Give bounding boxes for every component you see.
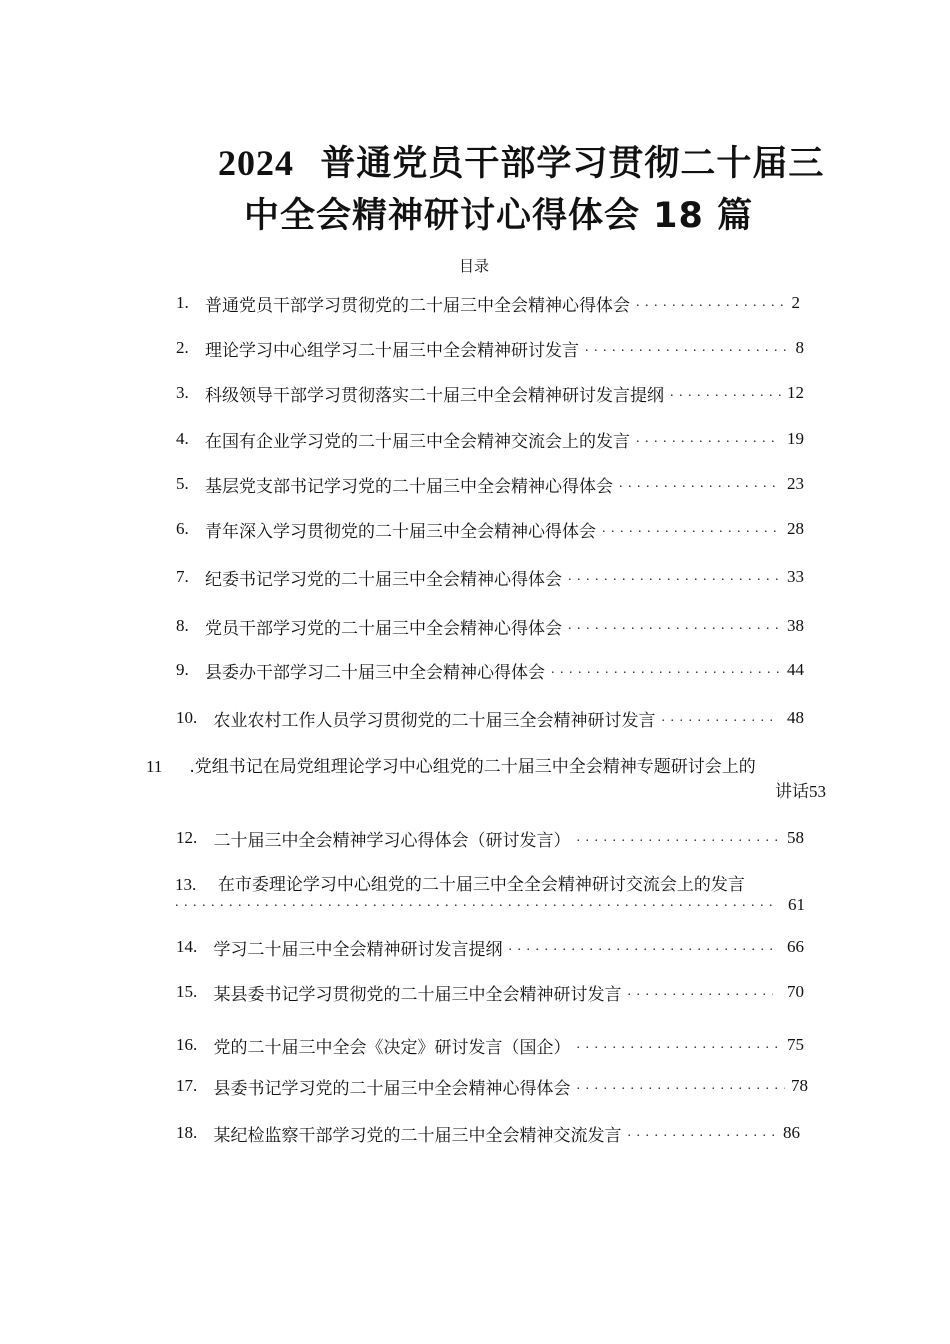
toc-leader-dots xyxy=(508,939,773,955)
toc-entry-page: 23 xyxy=(787,474,804,493)
toc-leader-dots xyxy=(636,295,786,311)
toc-entry-title: 普通党员干部学习贯彻党的二十届三中全会精神心得体会 xyxy=(204,295,630,316)
toc-entry[interactable] xyxy=(176,471,804,497)
toc-entry-number: 15. xyxy=(176,982,198,1001)
toc-leader-dots xyxy=(602,521,781,537)
toc-leader-dots xyxy=(627,1125,777,1141)
title-text: 普通党员干部学习贯彻二十届三 xyxy=(320,144,825,184)
toc-entry[interactable] xyxy=(176,516,804,542)
toc-heading: 目录 xyxy=(459,257,490,275)
toc-entry-title: 科级领导干部学习贯彻落实二十届三中全会精神研讨发言提纲 xyxy=(204,385,664,406)
toc-leader-dots xyxy=(568,618,781,634)
toc-entry-number: 6. xyxy=(176,519,189,538)
toc-leader-dots xyxy=(568,569,781,585)
toc-entry[interactable] xyxy=(175,870,805,915)
toc-entry-page: 78 xyxy=(791,1076,808,1095)
toc-entry-page: 53 xyxy=(809,782,826,801)
toc-entry-page: 75 xyxy=(787,1035,804,1054)
toc-entry[interactable] xyxy=(176,979,804,1005)
toc-entry[interactable] xyxy=(176,380,804,406)
toc-leader-dots xyxy=(670,385,781,401)
toc-leader-dots xyxy=(175,895,774,915)
toc-entry[interactable] xyxy=(176,290,800,316)
toc-entry-number: 13. xyxy=(175,875,197,894)
toc-entry-number: 18. xyxy=(176,1123,198,1142)
toc-entry-title: 纪委书记学习党的二十届三中全会精神心得体会 xyxy=(204,569,562,590)
toc-entry-title: 某县委书记学习贯彻党的二十届三中全会精神研讨发言 xyxy=(213,984,622,1005)
toc-entry[interactable] xyxy=(176,934,804,960)
toc-entry-title: 县委书记学习党的二十届三中全会精神心得体会 xyxy=(213,1078,571,1099)
toc-entry-page: 38 xyxy=(787,616,804,635)
toc-leader-dots xyxy=(576,830,781,846)
toc-entry-number: 1. xyxy=(176,293,189,312)
toc-entry-page: 12 xyxy=(787,383,804,402)
toc-entry-title: 基层党支部书记学习党的二十届三中全会精神心得体会 xyxy=(204,476,613,497)
toc-entry-page: 48 xyxy=(787,708,804,727)
toc-entry[interactable] xyxy=(176,426,804,452)
toc-entry-title: 党员干部学习党的二十届三中全会精神心得体会 xyxy=(204,618,562,639)
toc-entry[interactable] xyxy=(176,564,804,590)
toc-entry-number: 16. xyxy=(176,1035,198,1054)
toc-entry-number: 10. xyxy=(176,708,198,727)
toc-entry[interactable] xyxy=(146,752,826,802)
toc-entry-title: 理论学习中心组学习二十届三中全会精神研讨发言 xyxy=(204,340,579,361)
toc-entry-title: 某纪检监察干部学习党的二十届三中全会精神交流发言 xyxy=(213,1125,622,1146)
toc-entry-number: 7. xyxy=(176,567,189,586)
toc-entry-number: 14. xyxy=(176,937,198,956)
toc-entry-title: 青年深入学习贯彻党的二十届三中全会精神心得体会 xyxy=(204,521,596,542)
toc-entry[interactable] xyxy=(176,825,804,851)
toc-entry-page: 44 xyxy=(787,660,804,679)
toc-entry-title: 在国有企业学习党的二十届三中全会精神交流会上的发言 xyxy=(204,431,630,452)
toc-leader-dots xyxy=(627,984,773,1000)
toc-entry[interactable] xyxy=(176,1032,804,1058)
toc-entry-title: 县委办干部学习二十届三中全会精神心得体会 xyxy=(204,662,545,683)
toc-entry-title: 学习二十届三中全会精神研讨发言提纲 xyxy=(213,939,503,960)
toc-entry-title: 在市委理论学习中心组党的二十届三中全全会精神研讨交流会上的发言 xyxy=(217,875,745,895)
toc-entry-page: 8 xyxy=(795,338,804,357)
toc-entry-page: 33 xyxy=(787,567,804,586)
toc-leader-dots xyxy=(585,340,790,356)
toc-entry-page: 86 xyxy=(783,1123,800,1142)
toc-leader-dots xyxy=(636,431,781,447)
toc-entry[interactable] xyxy=(176,1073,808,1099)
toc-entry-number: 3. xyxy=(176,383,189,402)
toc-entry-page: 58 xyxy=(787,828,804,847)
toc-entry[interactable] xyxy=(176,335,804,361)
toc-entry-number: 12. xyxy=(176,828,198,847)
toc-entry[interactable] xyxy=(176,705,804,731)
toc-entry-page: 70 xyxy=(787,982,804,1001)
toc-entry[interactable] xyxy=(176,1120,800,1146)
toc-entry-title: 党的二十届三中全会《决定》研讨发言（国企） xyxy=(213,1037,571,1058)
toc-entry[interactable] xyxy=(176,613,804,639)
toc-entry-number: 17. xyxy=(176,1076,198,1095)
toc-entry-page: 66 xyxy=(787,937,804,956)
toc-entry-title: 二十届三中全会精神学习心得体会（研讨发言） xyxy=(213,830,571,851)
title-year: 2024 xyxy=(218,143,294,183)
toc-leader-dots xyxy=(619,476,781,492)
toc-leader-dots xyxy=(661,710,773,726)
toc-entry-page: 2 xyxy=(791,293,800,312)
toc-entry-number: 8. xyxy=(176,616,189,635)
toc-entry-number: 9. xyxy=(176,660,189,679)
toc-entry-title: .党组书记在局党组理论学习中心组党的二十届三中全会精神专题研讨会上的 xyxy=(189,757,756,777)
document-title-line-2: 中全会精神研讨心得体会 18 篇 xyxy=(244,196,754,236)
toc-entry-page: 61 xyxy=(788,895,805,914)
toc-leader-dots xyxy=(576,1037,781,1053)
toc-entry-title: 农业农村工作人员学习贯彻党的二十届三全会精神研讨发言 xyxy=(213,710,656,731)
toc-entry-title-continued: 讲话 xyxy=(775,782,809,802)
toc-leader-dots xyxy=(551,662,781,678)
toc-entry-number: 11 xyxy=(146,757,163,776)
document-title-line-1 xyxy=(218,136,824,186)
toc-entry-page: 28 xyxy=(787,519,804,538)
toc-entry-page: 19 xyxy=(787,429,804,448)
toc-entry-number: 2. xyxy=(176,338,189,357)
toc-entry-number: 4. xyxy=(176,429,189,448)
toc-entry-number: 5. xyxy=(176,474,189,493)
toc-leader-dots xyxy=(576,1078,785,1094)
toc-entry[interactable] xyxy=(176,657,804,683)
